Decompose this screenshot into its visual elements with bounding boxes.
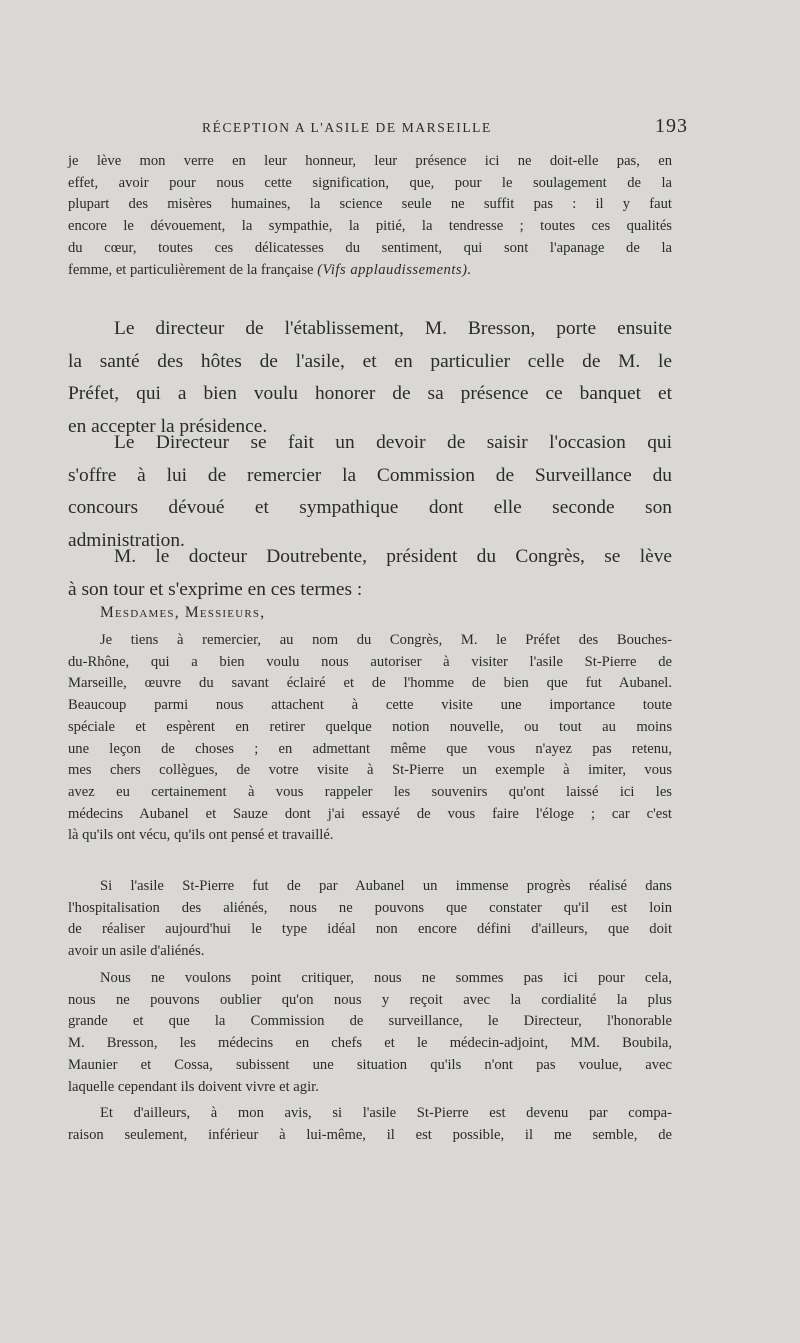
text-line [68, 260, 672, 282]
speech-paragraph [68, 630, 672, 847]
paragraph-president-rises [68, 541, 672, 606]
text-line: à son tour et s'exprime en ces termes : [68, 578, 363, 600]
text-line: mes chers collègues, de votre visite à St-Pierre un exemple à imiter, vous [68, 762, 672, 779]
text-line: Le directeur de l'établissement, M. Bresson, porte ensuite [114, 318, 672, 339]
text-line: Marseille, œuvre du savant éclairé et de l'homme de bien que fut Aubanel. [68, 675, 672, 692]
text-line: avoir un asile d'aliénés. [68, 943, 205, 960]
text-line: M. Bresson, les médecins en chefs et le médecin-adjoint, MM. Boubila, [68, 1035, 672, 1052]
text-line: la santé des hôtes de l'asile, et en particulier celle de M. le [68, 350, 672, 372]
text-line: concours dévoué et sympathique dont elle seconde son [68, 497, 672, 518]
speech-paragraph [68, 1103, 672, 1146]
text-line: plupart des misères humaines, la science seule ne suffit pas : il y faut [68, 196, 672, 213]
paragraph-director-thanks [68, 427, 672, 557]
text-line: effet, avoir pour nous cette signification, que, pour le soulagement de la [68, 174, 672, 191]
text-line: nous ne pouvons oublier qu'on nous y reçoit avec la cordialité la plus [68, 991, 672, 1008]
text-line: du cœur, toutes ces délicatesses du sentiment, qui sont l'apanage de la [68, 239, 672, 256]
text-line: je lève mon verre en leur honneur, leur présence ici ne doit-elle pas, en [68, 153, 672, 169]
salutation: Mesdames, Messieurs, [100, 604, 266, 621]
text-line: M. le docteur Doutrebente, président du Congrès, se lève [114, 546, 672, 567]
text-line: Préfet, qui a bien voulu honorer de sa présence ce banquet et [68, 383, 672, 404]
text-line: Je tiens à remercier, au nom du Congrès, M. le Préfet des Bouches- [100, 632, 672, 648]
text-line: de réaliser aujourd'hui le type idéal non encore défini d'ailleurs, que doit [68, 921, 672, 938]
text-line: administration. [68, 529, 185, 551]
text-line: Et d'ailleurs, à mon avis, si l'asile St-Pierre est devenu par compa- [100, 1105, 672, 1121]
text-line: laquelle cependant ils doivent vivre et agir. [68, 1078, 319, 1095]
text-line: encore le dévouement, la sympathie, la pitié, la tendresse ; toutes ces qualités [68, 218, 672, 235]
text-line: spéciale et espèrent en retirer quelque notion nouvelle, ou tout au moins [68, 718, 672, 735]
text-line: une leçon de choses ; en admettant même que vous n'ayez pas retenu, [68, 740, 672, 757]
paragraph-director-toast [68, 313, 672, 443]
text-line: l'hospitalisation des aliénés, nous ne pouvons que constater qu'il est loin [68, 899, 672, 916]
text-line: grande et que la Commission de surveillance, le Directeur, l'honorable [68, 1013, 672, 1030]
running-head [68, 115, 688, 138]
text-line: Le Directeur se fait un devoir de saisir l'occasion qui [114, 432, 672, 453]
page-number: 193 [655, 115, 688, 137]
speech-paragraph [68, 968, 672, 1098]
text-line: médecins Aubanel et Sauze dont j'ai essayé de vous faire l'éloge ; car c'est [68, 805, 672, 822]
text-line: Nous ne voulons point critiquer, nous ne sommes pas ici pour cela, [100, 970, 672, 986]
text-line: s'offre à lui de remercier la Commission de Surveillance du [68, 464, 672, 486]
text-line: Beaucoup parmi nous attachent à cette visite une importance toute [68, 697, 672, 714]
text-run: femme, et particulièrement de la française [68, 261, 318, 278]
applause-note: (Vifs applaudissements). [317, 261, 472, 278]
running-title: RÉCEPTION A L'ASILE DE MARSEILLE [202, 120, 492, 135]
text-line: là qu'ils ont vécu, qu'ils ont pensé et travaillé. [68, 827, 334, 844]
text-line: en accepter la présidence. [68, 415, 268, 437]
text-line: avez eu certainement à vous rappeler les souvenirs qu'ont laissé ici les [68, 783, 672, 800]
text-line: Si l'asile St-Pierre fut de par Aubanel un immense progrès réalisé dans [100, 878, 672, 894]
text-line: du-Rhône, qui a bien voulu nous autoriser à visiter l'asile St-Pierre de [68, 653, 672, 670]
paragraph-toast-end [68, 151, 672, 281]
text-line: raison seulement, inférieur à lui-même, il est possible, il me semble, de [68, 1126, 672, 1143]
text-line: Maunier et Cossa, subissent une situation qu'ils n'ont pas voulue, avec [68, 1056, 672, 1073]
speech-paragraph [68, 876, 672, 963]
